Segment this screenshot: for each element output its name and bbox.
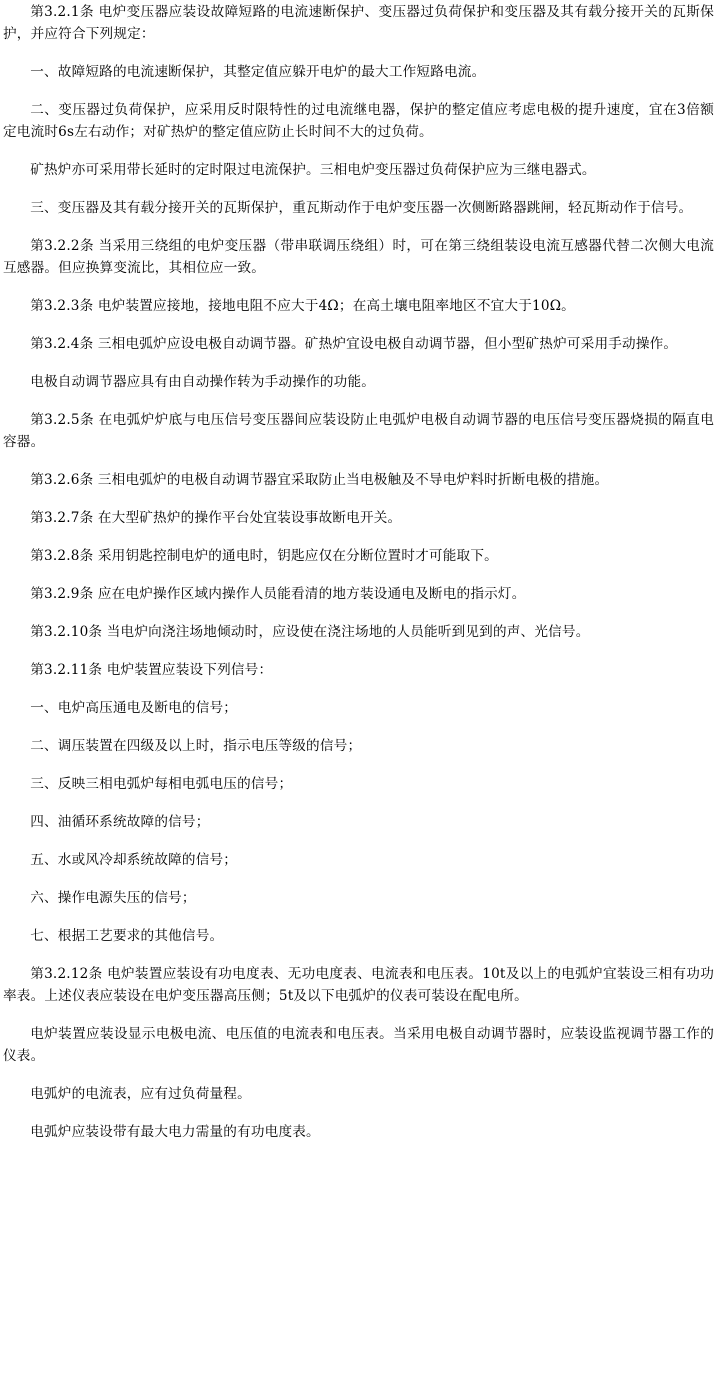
clause-3-2-11-item-5: 五、水或风冷却系统故障的信号； [30, 852, 238, 868]
clause-3-2-1-item-1: 一、故障短路的电流速断保护，其整定值应躲开电炉的最大工作短路电流。 [30, 64, 486, 80]
clause-3-2-3: 第3.2.3条 电炉装置应接地，接地电阻不应大于4Ω；在高土壤电阻率地区不宜大于10Ω。 [30, 298, 575, 314]
clause-3-2-6: 第3.2.6条 三相电弧炉的电极自动调节器宜采取防止当电极触及不导电炉料时折断电极的措施。 [30, 472, 609, 488]
clause-3-2-11-item-2: 二、调压装置在四级及以上时，指示电压等级的信号； [30, 738, 362, 754]
clause-3-2-12-note-3: 电弧炉应装设带有最大电力需量的有功电度表。 [30, 1124, 320, 1140]
clause-3-2-1: 第3.2.1条 电炉变压器应装设故障短路的电流速断保护、变压器过负荷保护和变压器及其有载分接开关的瓦斯保护，并应符合下列规定： [3, 4, 714, 42]
clause-3-2-11: 第3.2.11条 电炉装置应装设下列信号： [30, 662, 273, 678]
clause-3-2-5: 第3.2.5条 在电弧炉炉底与电压信号变压器间应装设防止电弧炉电极自动调节器的电压信号变压器烧损的隔直电容器。 [3, 412, 714, 450]
clause-3-2-8: 第3.2.8条 采用钥匙控制电炉的通电时，钥匙应仅在分断位置时才可能取下。 [30, 548, 498, 564]
clause-3-2-4: 第3.2.4条 三相电弧炉应设电极自动调节器。矿热炉宜设电极自动调节器，但小型矿热炉可采用手动操作。 [30, 336, 678, 352]
clause-3-2-1-item-2-note: 矿热炉亦可采用带长延时的定时限过电流保护。三相电炉变压器过负荷保护应为三继电器式。 [30, 162, 596, 178]
clause-3-2-11-item-1: 一、电炉高压通电及断电的信号； [30, 700, 238, 716]
clause-3-2-12-note-1: 电炉装置应装设显示电极电流、电压值的电流表和电压表。当采用电极自动调节器时，应装设监视调节器工作的仪表。 [3, 1026, 714, 1064]
clause-3-2-2: 第3.2.2条 当采用三绕组的电炉变压器（带串联调压绕组）时，可在第三绕组装设电流互感器代替二次侧大电流互感器。但应换算变流比，其相位应一致。 [3, 238, 714, 276]
clause-3-2-11-item-6: 六、操作电源失压的信号； [30, 890, 196, 906]
clause-3-2-4-note: 电极自动调节器应具有由自动操作转为手动操作的功能。 [30, 374, 376, 390]
clause-3-2-11-item-7: 七、根据工艺要求的其他信号。 [30, 928, 224, 944]
clause-3-2-12: 第3.2.12条 电炉装置应装设有功电度表、无功电度表、电流表和电压表。10t及以上的电弧炉宜装设三相有功功率表。上述仪表应装设在电炉变压器高压侧；5t及以下电弧炉的仪表可装设在配电所。 [3, 966, 714, 1004]
clause-3-2-12-note-2: 电弧炉的电流表，应有过负荷量程。 [30, 1086, 251, 1102]
clause-3-2-7: 第3.2.7条 在大型矿热炉的操作平台处宜装设事故断电开关。 [30, 510, 402, 526]
clause-3-2-10: 第3.2.10条 当电炉向浇注场地倾动时，应设使在浇注场地的人员能听到见到的声、光信号。 [30, 624, 590, 640]
clause-3-2-1-item-3: 三、变压器及其有载分接开关的瓦斯保护，重瓦斯动作于电炉变压器一次侧断路器跳闸，轻瓦斯动作于信号。 [30, 200, 693, 216]
clause-3-2-1-item-2: 二、变压器过负荷保护，应采用反时限特性的过电流继电器，保护的整定值应考虑电极的提升速度，宜在3倍额定电流时6s左右动作；对矿热炉的整定值应防止长时间不大的过负荷。 [3, 102, 714, 140]
clause-3-2-11-item-3: 三、反映三相电弧炉每相电弧电压的信号； [30, 776, 293, 792]
clause-3-2-11-item-4: 四、油循环系统故障的信号； [30, 814, 210, 830]
clause-3-2-9: 第3.2.9条 应在电炉操作区域内操作人员能看清的地方装设通电及断电的指示灯。 [30, 586, 526, 602]
